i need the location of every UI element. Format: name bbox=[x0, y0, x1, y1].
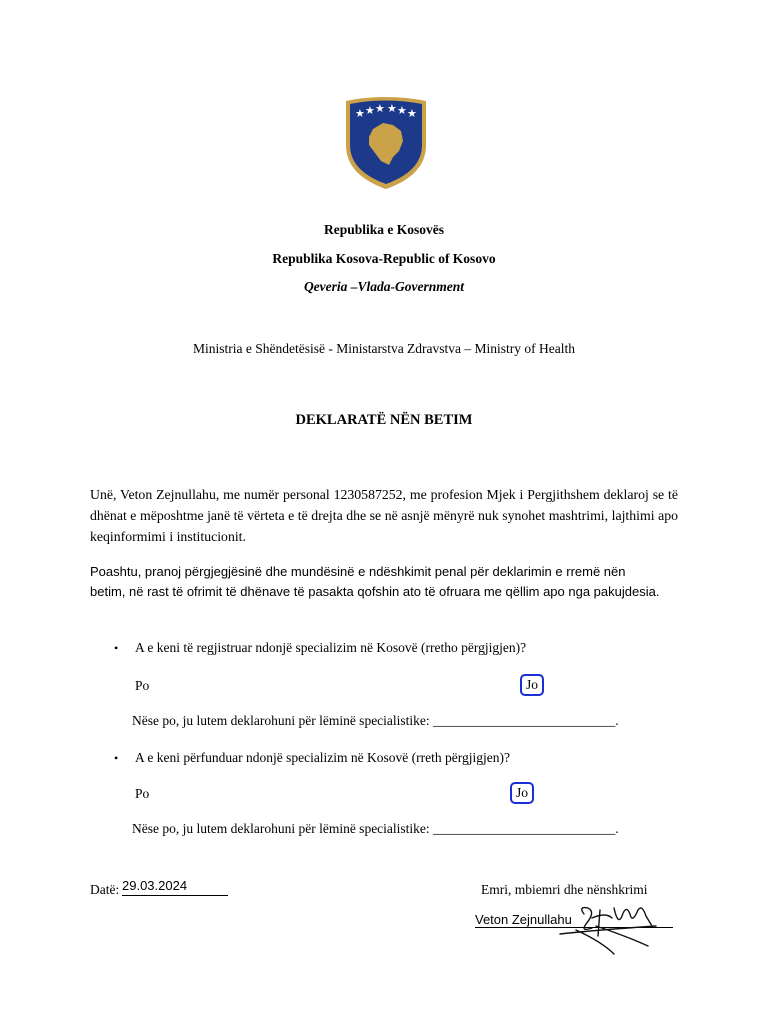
question-1-option-yes: Po bbox=[135, 678, 150, 693]
question-2-option-yes: Po bbox=[135, 786, 150, 801]
svg-text:★: ★ bbox=[387, 102, 397, 115]
signature-label: Emri, mbiemri dhe nënshkrimi bbox=[481, 882, 648, 897]
header-ministry: Ministria e Shëndetësisë - Ministarstva Zdravstva – Ministry of Health bbox=[192, 341, 576, 356]
svg-text:★: ★ bbox=[365, 104, 375, 117]
svg-text:★: ★ bbox=[355, 107, 365, 120]
header-republic-line: Republika e Kosovës bbox=[323, 222, 445, 237]
svg-text:★: ★ bbox=[407, 107, 417, 120]
declaration-paragraph: Unë, Veton Zejnullahu, me numër personal 1230587252, me profesion Mjek i Pergjithshem deklaroj se të dhënat e mëposhtme janë të vërteta e të drejta dhe se në asnjë mënyrë nuk synohet mashtrimi, lajthimi apo keqinformimi i institucionit. bbox=[90, 487, 678, 544]
question-2-followup: Nëse po, ju lutem deklarohuni për lëminë specialistike: ___________________________. bbox=[132, 821, 619, 836]
svg-text:★: ★ bbox=[397, 104, 407, 117]
date-value: 29.03.2024 bbox=[122, 878, 228, 896]
header-government: Qeveria –Vlada-Government bbox=[303, 279, 465, 294]
question-1-text: A e keni të regjistruar ndonjë specializim në Kosovë (rretho përgjigjen)? bbox=[135, 640, 527, 655]
svg-text:★: ★ bbox=[375, 102, 385, 115]
question-1-bullet: • bbox=[114, 641, 119, 655]
document-title: DEKLARATË NËN BETIM bbox=[295, 412, 473, 428]
kosovo-coat-of-arms-icon bbox=[343, 95, 429, 191]
header-republic-multilingual: Republika Kosova-Republic of Kosovo bbox=[272, 251, 496, 266]
question-2-text: A e keni përfunduar ndonjë specializim në Kosovë (rreth përgjigjen)? bbox=[135, 750, 510, 765]
signer-name: Veton Zejnullahu bbox=[475, 912, 572, 927]
question-1-followup: Nëse po, ju lutem deklarohuni për lëminë specialistike: ___________________________. bbox=[132, 713, 619, 728]
responsibility-paragraph: Poashtu, pranoj përgjegjësinë dhe mundësinë e ndëshkimit penal për deklarimin e rremë nën betim, në rast të ofrimit të dhënave të pasakta qofshin ato të ofruara me qëllim apo nga pakujdesia. bbox=[90, 564, 660, 599]
question-2-option-no-circled: Jo bbox=[510, 782, 534, 804]
question-2-bullet: • bbox=[114, 751, 119, 765]
date-label: Datë: bbox=[90, 882, 120, 897]
question-1-option-no-circled: Jo bbox=[520, 674, 544, 696]
handwritten-signature-icon bbox=[556, 896, 666, 958]
